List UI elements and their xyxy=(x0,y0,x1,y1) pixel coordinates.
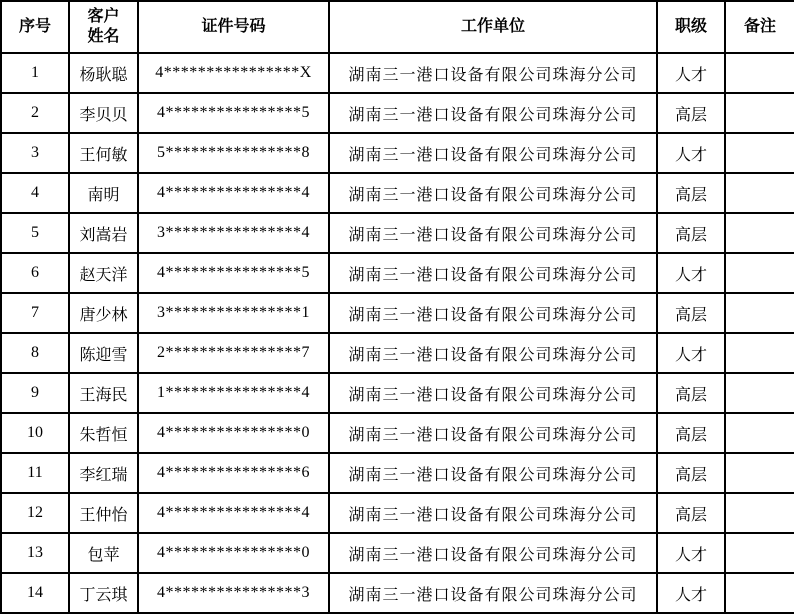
cell-remark xyxy=(725,533,794,573)
cell-id: 3****************4 xyxy=(138,213,329,253)
cell-index: 9 xyxy=(1,373,69,413)
cell-remark xyxy=(725,173,794,213)
cell-company: 湖南三一港口设备有限公司珠海分公司 xyxy=(329,493,657,533)
cell-name: 南明 xyxy=(69,173,138,213)
table-row xyxy=(1,93,794,133)
cell-index: 5 xyxy=(1,213,69,253)
header-rank: 职级 xyxy=(657,1,725,53)
cell-index: 1 xyxy=(1,53,69,93)
cell-index: 10 xyxy=(1,413,69,453)
header-company: 工作单位 xyxy=(329,1,657,53)
cell-remark xyxy=(725,573,794,613)
table-row xyxy=(1,213,794,253)
table-row xyxy=(1,533,794,573)
cell-id: 4****************6 xyxy=(138,453,329,493)
cell-name: 包苹 xyxy=(69,533,138,573)
table-row xyxy=(1,173,794,213)
cell-id: 4****************3 xyxy=(138,573,329,613)
header-remark: 备注 xyxy=(725,1,794,53)
table-row xyxy=(1,253,794,293)
cell-rank: 人才 xyxy=(657,333,725,373)
cell-index: 4 xyxy=(1,173,69,213)
cell-remark xyxy=(725,253,794,293)
cell-company: 湖南三一港口设备有限公司珠海分公司 xyxy=(329,413,657,453)
cell-rank: 高层 xyxy=(657,373,725,413)
cell-rank: 高层 xyxy=(657,413,725,453)
cell-name: 陈迎雪 xyxy=(69,333,138,373)
table-row xyxy=(1,493,794,533)
cell-remark xyxy=(725,293,794,333)
table-header-row xyxy=(1,1,794,53)
cell-rank: 人才 xyxy=(657,573,725,613)
cell-rank: 人才 xyxy=(657,533,725,573)
cell-rank: 高层 xyxy=(657,93,725,133)
cell-company: 湖南三一港口设备有限公司珠海分公司 xyxy=(329,573,657,613)
header-id: 证件号码 xyxy=(138,1,329,53)
table-row xyxy=(1,53,794,93)
cell-company: 湖南三一港口设备有限公司珠海分公司 xyxy=(329,533,657,573)
cell-rank: 人才 xyxy=(657,253,725,293)
cell-remark xyxy=(725,453,794,493)
table-row xyxy=(1,333,794,373)
cell-id: 4****************4 xyxy=(138,173,329,213)
cell-company: 湖南三一港口设备有限公司珠海分公司 xyxy=(329,213,657,253)
cell-index: 12 xyxy=(1,493,69,533)
cell-name: 丁云琪 xyxy=(69,573,138,613)
cell-index: 14 xyxy=(1,573,69,613)
cell-company: 湖南三一港口设备有限公司珠海分公司 xyxy=(329,373,657,413)
cell-remark xyxy=(725,413,794,453)
cell-name: 杨耿聪 xyxy=(69,53,138,93)
cell-company: 湖南三一港口设备有限公司珠海分公司 xyxy=(329,333,657,373)
table-row xyxy=(1,293,794,333)
cell-remark xyxy=(725,133,794,173)
cell-rank: 人才 xyxy=(657,133,725,173)
cell-name: 朱哲恒 xyxy=(69,413,138,453)
table-row xyxy=(1,573,794,613)
cell-id: 5****************8 xyxy=(138,133,329,173)
cell-name: 王何敏 xyxy=(69,133,138,173)
cell-name: 唐少林 xyxy=(69,293,138,333)
cell-id: 4****************X xyxy=(138,53,329,93)
cell-name: 赵天洋 xyxy=(69,253,138,293)
cell-company: 湖南三一港口设备有限公司珠海分公司 xyxy=(329,293,657,333)
cell-index: 7 xyxy=(1,293,69,333)
cell-rank: 高层 xyxy=(657,213,725,253)
cell-company: 湖南三一港口设备有限公司珠海分公司 xyxy=(329,453,657,493)
cell-remark xyxy=(725,493,794,533)
table-body xyxy=(1,53,794,613)
cell-company: 湖南三一港口设备有限公司珠海分公司 xyxy=(329,173,657,213)
cell-name: 王海民 xyxy=(69,373,138,413)
cell-name: 王仲怡 xyxy=(69,493,138,533)
table-row xyxy=(1,453,794,493)
header-index: 序号 xyxy=(1,1,69,53)
table-row xyxy=(1,413,794,453)
cell-remark xyxy=(725,213,794,253)
cell-rank: 高层 xyxy=(657,453,725,493)
cell-index: 11 xyxy=(1,453,69,493)
cell-index: 3 xyxy=(1,133,69,173)
cell-id: 4****************5 xyxy=(138,93,329,133)
cell-name: 李贝贝 xyxy=(69,93,138,133)
cell-remark xyxy=(725,93,794,133)
cell-id: 4****************0 xyxy=(138,533,329,573)
cell-remark xyxy=(725,53,794,93)
cell-id: 2****************7 xyxy=(138,333,329,373)
cell-name: 刘嵩岩 xyxy=(69,213,138,253)
cell-rank: 高层 xyxy=(657,173,725,213)
table-row xyxy=(1,133,794,173)
cell-rank: 高层 xyxy=(657,493,725,533)
cell-id: 4****************5 xyxy=(138,253,329,293)
cell-index: 2 xyxy=(1,93,69,133)
cell-name: 李红瑞 xyxy=(69,453,138,493)
cell-company: 湖南三一港口设备有限公司珠海分公司 xyxy=(329,253,657,293)
cell-company: 湖南三一港口设备有限公司珠海分公司 xyxy=(329,93,657,133)
cell-id: 4****************0 xyxy=(138,413,329,453)
cell-id: 3****************1 xyxy=(138,293,329,333)
cell-remark xyxy=(725,373,794,413)
cell-id: 4****************4 xyxy=(138,493,329,533)
header-name: 客户 姓名 xyxy=(69,1,138,53)
cell-id: 1****************4 xyxy=(138,373,329,413)
cell-index: 6 xyxy=(1,253,69,293)
table-row xyxy=(1,373,794,413)
cell-rank: 人才 xyxy=(657,53,725,93)
cell-index: 13 xyxy=(1,533,69,573)
cell-remark xyxy=(725,333,794,373)
cell-index: 8 xyxy=(1,333,69,373)
cell-rank: 高层 xyxy=(657,293,725,333)
cell-company: 湖南三一港口设备有限公司珠海分公司 xyxy=(329,53,657,93)
cell-company: 湖南三一港口设备有限公司珠海分公司 xyxy=(329,133,657,173)
